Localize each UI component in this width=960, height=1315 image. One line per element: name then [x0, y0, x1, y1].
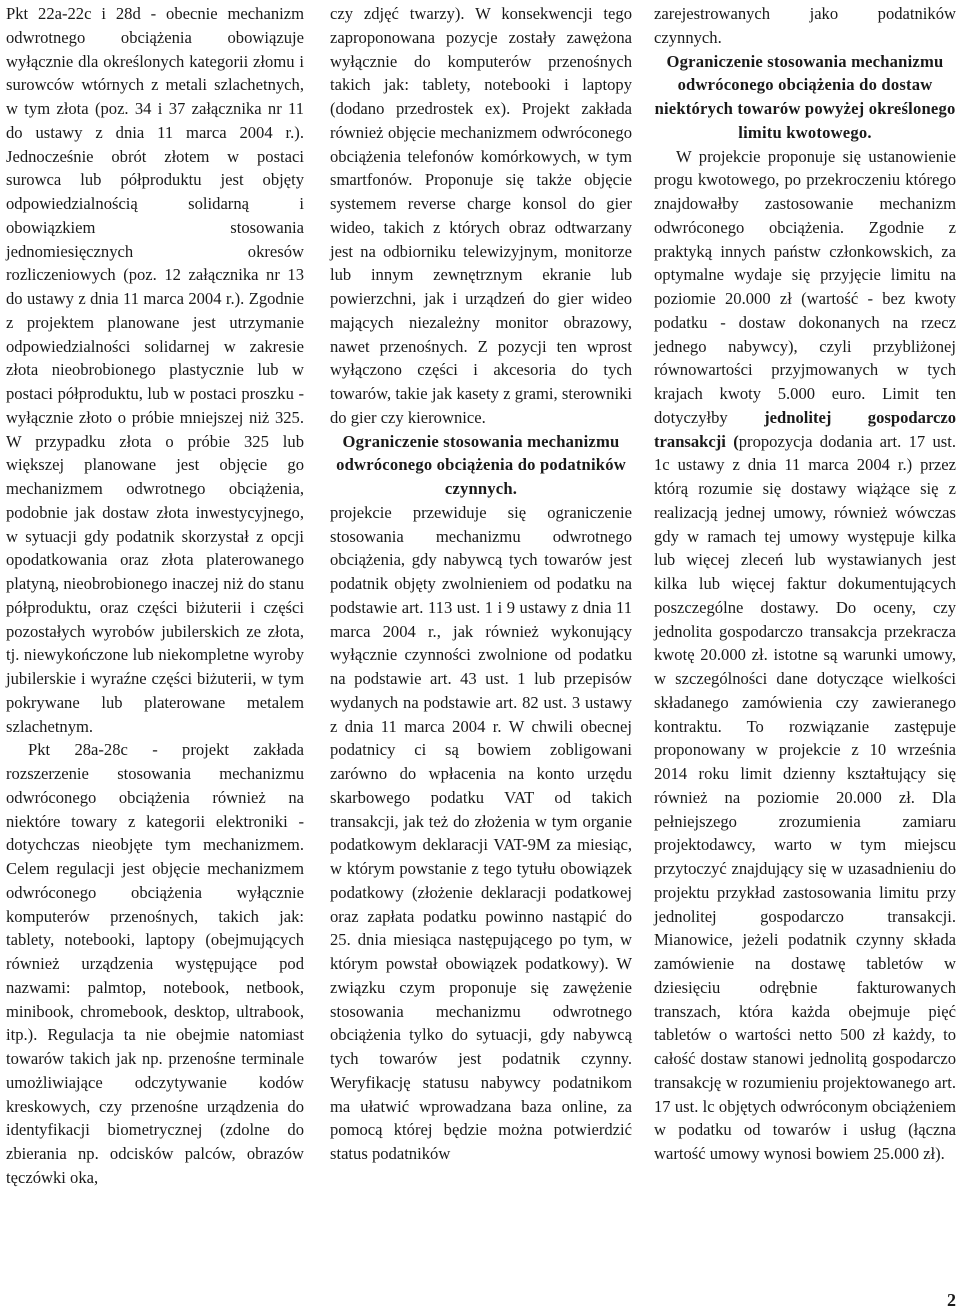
text-limit-bold: jednolitej gospodarczo transakcji (: [654, 407, 956, 451]
section-heading-active-taxpayers: Ograniczenie stosowania mechanizmu odwróconego obciążenia do podatników czynnych.: [336, 431, 626, 498]
paragraph-amount-limit: [654, 145, 956, 1166]
section-heading-amount-limit: Ograniczenie stosowania mechanizmu odwróconego obciążenia do dostaw niektórych towarów powyżej określonego limitu kwotowego.: [654, 51, 956, 142]
paragraph-active-taxpayers: projekcie przewiduje się ograniczenie stosowania mechanizmu odwrotnego obciążenia, gdy nabywcą tych towarów jest podatnik objęty zwolnieniem od podatku na podstawie art. 113 ust. 1 i 9 ustawy z dnia 11 marca 2004 r., jak również wykonujący wyłącznie czynności zwolnione od podatku na podstawie art. 43 ust. 1 lub przepisów wydanych na podstawie art. 82 ust. 3 ustawy z dnia 11 marca 2004 r. W chwili obecnej podatnicy ci są bowiem zobligowani zarówno do wpłacenia na konto urzędu skarbowego podatku VAT od takich transakcji, jak też do złożenia w tym organie podatkowym deklaracji VAT-9M za miesiąc, w którym powstanie z tego tytułu obowiązek podatkowy (złożenie deklaracji podatkowej oraz zapłata podatku powinno nastąpić do 25. dnia miesiąca następującego po tym, w którym powstał obowiązek podatkowy). W związku czym proponuje się zawężenie stosowania mechanizmu odwrotnego obciążenia tylko do sytuacji, gdy nabywcą tych towarów jest podatnik czynny. Weryfikację statusu nabywcy podatnikom ma ułatwić wprowadzana baza online, za pomocą której będzie można potwierdzić status podatników: [330, 502, 632, 1163]
paragraph-phones-consoles: czy zdjęć twarzy). W konsekwencji tego zaproponowana pozycje zostały zawężona wyłącznie do komputerów przenośnych takich jak: tablety, notebooki i laptopy (dodano przedrostek ex). Projekt zakłada również objęcie mechanizmem odwróconego obciążenia telefonów komórkowych, w tym smartfonów. Proponuje się także objęcie systemem reverse charge konsol do gier wideo, takich z których obraz odtwarzany jest na odbiorniku telewizyjnym, monitorze lub innym zewnętrznym ekranie lub powierzchni, jak i urządzeń do gier wideo mających niezależny monitor obrazowy, nawet przenośnych. Z pozycji ten wprost wyłączono części i akcesoria do tych towarów, takie jak kasety z grami, sterowniki do gier czy kierownice.: [330, 4, 632, 427]
column-middle: [330, 2, 632, 1166]
page-number: 2: [947, 1290, 956, 1310]
column-right: [654, 2, 956, 1166]
column-left: [6, 2, 304, 1190]
text-limit-intro: W projekcie proponuje się ustanowienie progu kwotowego, po przekroczeniu którego znajdowałby zastosowanie mechanizm odwróconego obciążenia. Zgodnie z praktyką innych państw członkowskich, za optymalne wydaje się przyjęcie limitu na poziomie 20.000 zł (wartość - bez kwoty podatku - dostaw dokonanych na rzecz jednego nabywcy), czyli przybliżonej równowartości przyjmowanych w tych krajach kwoty 5.000 euro. Limit ten dotyczyłby: [654, 146, 956, 427]
paragraph-registered: zarejestrowanych jako podatników czynnych.: [654, 4, 956, 47]
paragraph-gold: Pkt 22a-22c i 28d - obecnie mechanizm odwrotnego obciążenia obowiązuje wyłącznie dla określonych kategorii złomu i surowców wtórnych z metali szlachetnych, w tym złota (poz. 34 i 37 załącznika nr 11 do ustawy z dnia 11 marca 2004 r.). Jednocześnie obrót złotem w postaci surowca lub półproduktu jest objęty odpowiedzialnością solidarną i obowiązkiem stosowania jednomiesięcznych okresów rozliczeniowych (poz. 12 załącznika nr 13 do ustawy z dnia 11 marca 2004 r.). Zgodnie z projektem planowane jest utrzymanie odpowiedzialności solidarnej w zakresie złota nieobrobionego plastycznie lub w postaci półproduktu, lub w postaci proszku - wyłącznie złoto o próbie mniejszej niż 325. W przypadku złota o próbie 325 lub większej planowane jest objęcie go mechanizmem odwrotnego obciążenia, podobnie jak dostaw złota inwestycyjnego, w sytuacji gdy podatnik skorzystał z opcji opodatkowania oraz złota platerowanego platyną, nieobrobionego inaczej niż do stanu półproduktu, oraz części biżuterii i części pozostałych wyrobów jubilerskich ze złota, tj. niewykończone lub niekompletne wyroby jubilerskie i wyraźne części biżuterii, w tym pokrywane lub platerowane metalem szlachetnym.: [6, 4, 304, 736]
paragraph-electronics: Pkt 28a-28c - projekt zakłada rozszerzenie stosowania mechanizmu odwróconego obciążenia również na niektóre towary z kategorii elektroniki - dotychczas nieobjęte tym mechanizmem. Celem regulacji jest objęcie mechanizmem odwróconego obciążenia wyłącznie komputerów przenośnych, takich jak: tablety, notebooki, laptopy (obejmujących również urządzenia występujące pod nazwami: palmtop, notebook, netbook, minibook, chromebook, desktop, ultrabook, itp.). Regulacja ta nie obejmie natomiast towarów takich jak np. przenośne terminale umożliwiające odczytywanie kodów kreskowych, czy przenośne urządzenia do identyfikacji biometrycznej (zdolne do zbierania np. odcisków palców, obrazów tęczówki oka,: [6, 740, 304, 1187]
text-limit-rest: propozycja dodania art. 17 ust. 1c ustawy z dnia 11 marca 2004 r.) przez którą rozumie się dostawy wiążące się z realizacją jednej umowy, również wówczas gdy w ramach tej umowy występuje kilka lub więcej zleceń lub wystawianych jest kilka lub więcej faktur dokumentujących poszczególne dostawy. Do oceny, czy jednolita gospodarczo transakcja przekracza kwotę 20.000 zł. istotne są warunki umowy, w szczególności dane dotyczące wielkości składanego zamówienia czy zawieranego kontraktu. To rozwiązanie zastępuje proponowany w projekcie z 10 września 2014 roku limit dzienny kształtujący się również na poziomie 20.000 zł. Dla pełniejszego zrozumienia zamiaru projektodawcy, warto w tym miejscu przytoczyć znajdujący się w uzasadnieniu do projektu przykład zastosowania limitu przy jednolitej gospodarczo transakcji. Mianowice, jeżeli podatnik czynny składa zamówienie na dostawę tabletów w dziesięciu odrębnie fakturowanych transzach, która każda obejmuje pięć tabletów o wartości netto 500 zł każdy, to całość dostaw stanowi jednolitą gospodarczo transakcję w rozumieniu projektowanego art. 17 ust. lc objętych odwróconym obciążeniem w podatku od towarów i usług (łączna wartość umowy wynosi bowiem 25.000 zł).: [654, 431, 956, 1163]
